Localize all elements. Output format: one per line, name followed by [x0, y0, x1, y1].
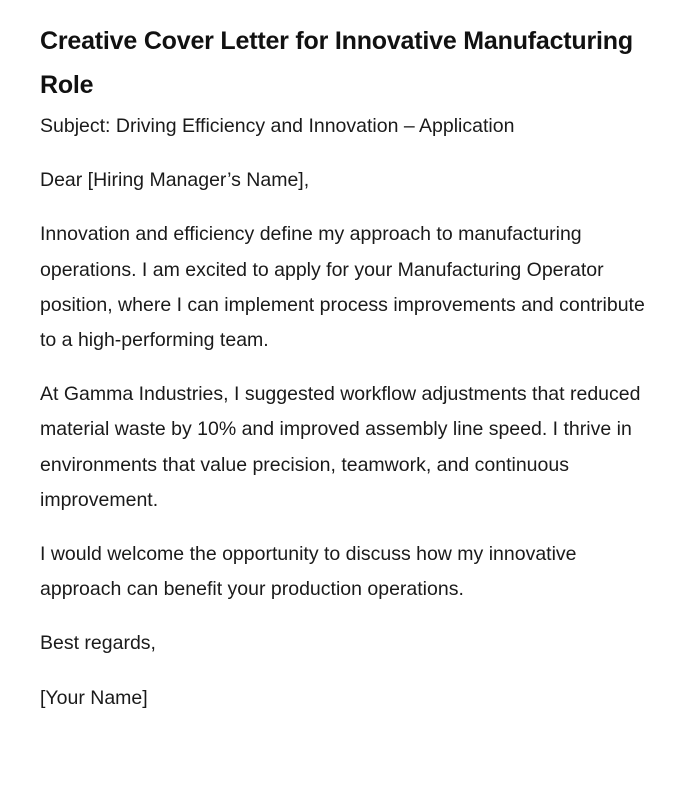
closing-line: Best regards,: [40, 632, 156, 655]
body-paragraph-closing: I would welcome the opportunity to discuss how my innovative approach can benefit your production operations.: [40, 543, 577, 601]
body-paragraph-intro: Innovation and efficiency define my approach to manufacturing operations. I am excited to apply for your Manufacturing Operator position, where I can implement process improvements and contribute to a high-performing team.: [40, 223, 645, 352]
body-paragraph-experience: At Gamma Industries, I suggested workflow adjustments that reduced material waste by 10% and improved assembly line speed. I thrive in environments that value precision, teamwork, and continuous improvement.: [40, 383, 641, 511]
salutation: Dear [Hiring Manager’s Name],: [40, 169, 310, 192]
subject-line: Subject: Driving Efficiency and Innovation – Application: [40, 115, 515, 137]
document-title: Creative Cover Letter for Innovative Manufacturing Role: [40, 27, 633, 99]
signature: [Your Name]: [40, 686, 148, 709]
